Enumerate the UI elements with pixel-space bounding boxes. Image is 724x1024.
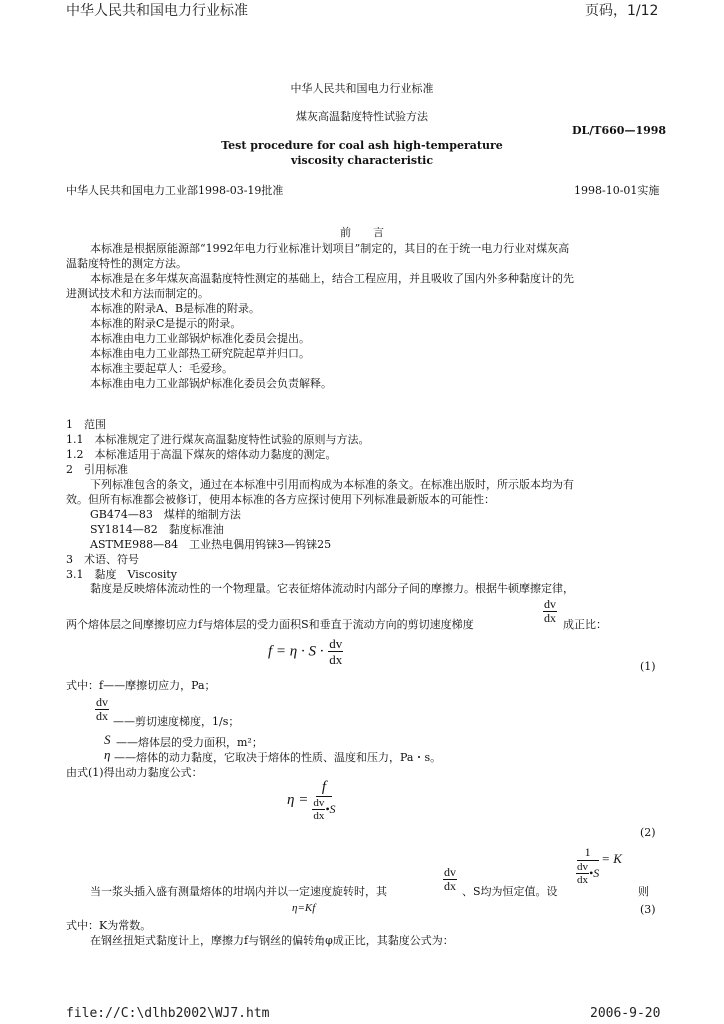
foreword-p7: 本标准主要起草人：毛爱珍。 (90, 362, 233, 375)
foreword-p8: 本标准由电力工业部锅炉标准化委员会负责解释。 (90, 377, 332, 390)
section-3-1-para2-end: 成正比： (563, 618, 607, 631)
doc-org: 中华人民共和国电力行业标准 (290, 82, 434, 95)
foreword-p2a: 本标准是在多年煤灰高温黏度特性测定的基础上，结合工程应用，并且吸收了国内外多种黏度计的先 (90, 272, 574, 285)
from-eq: 由式(1)得出动力黏度公式： (66, 766, 203, 779)
foreword-p5: 本标准由电力工业部锅炉标准化委员会提出。 (90, 332, 310, 345)
k-den-den: dx (577, 874, 588, 886)
foreword-heading: 前 言 (340, 226, 384, 239)
section-2-para-b: 效。但所有标准都会被修订，使用本标准的各方应探讨使用下列标准最新版本的可能性： (66, 493, 495, 506)
k-num: 1 (577, 845, 599, 861)
k-den-num: dv (577, 861, 588, 873)
foreword-p1a: 本标准是根据原能源部“1992年电力行业标准计划项目”制定的，其目的在于统一电力行业对煤灰高 (90, 242, 570, 255)
eq2-lhs: η = (287, 792, 309, 808)
section-1-heading: 1 范围 (66, 418, 106, 431)
where-k: 式中：K为常数。 (66, 919, 152, 932)
when-frac-den: dx (444, 879, 456, 893)
when-para-b: 、S均为恒定值。设 (462, 885, 558, 898)
eq1-num: dv (329, 636, 343, 651)
k-dot-s: •S (589, 866, 600, 880)
section-3-heading: 3 术语、符号 (66, 553, 139, 566)
doc-title-cn: 煤灰高温黏度特性试验方法 (296, 110, 428, 123)
section-1-2: 1.2 本标准适用于高温下煤灰的熔体动力黏度的测定。 (66, 448, 337, 461)
where-frac-num: dv (96, 695, 108, 709)
section-2-para-a: 下列标准包含的条文，通过在本标准中引用而构成为本标准的条文。在标准出版时，所示版本均为有 (90, 478, 574, 491)
eq1-den: dx (329, 652, 343, 667)
where-eta: ——熔体的动力黏度，它取决于熔体的性质、温度和压力，Pa・s。 (114, 751, 442, 764)
print-header-title: 中华人民共和国电力行业标准 (66, 3, 248, 19)
eq1-number: (1) (640, 660, 656, 673)
page-indicator: 页码，1/12 (585, 3, 659, 19)
equation-1 (268, 636, 343, 667)
eq2-den-den: dx (313, 810, 325, 822)
equation-3: η=Kf (292, 902, 316, 914)
ref-sy1814: SY1814—82 黏度标准油 (90, 523, 224, 536)
where-dvdx-frac (95, 696, 109, 723)
section-3-1-para: 黏度是反映熔体流动性的一个物理量。它表征熔体流动时内部分子间的摩擦力。根据牛顿摩擦定律， (90, 582, 574, 595)
k-definition (576, 845, 622, 886)
eq2-number: (2) (640, 826, 656, 839)
when-frac (443, 866, 457, 893)
doc-approved: 中华人民共和国电力工业部1998-03-19批准 (66, 184, 284, 197)
eq3-number: (3) (640, 903, 656, 916)
where-f: 式中：f——摩擦切应力，Pa； (66, 679, 216, 692)
foreword-p1b: 温黏度特性的测定方法。 (66, 257, 187, 270)
where-s: ——熔体层的受力面积，m²； (116, 736, 263, 749)
foreword-p3: 本标准的附录A、B是标准的附录。 (90, 302, 261, 315)
ref-gb474: GB474—83 煤样的缩制方法 (90, 508, 241, 521)
section-3-1-para2: 两个熔体层之间摩擦切应力f与熔体层的受力面积S和垂直于流动方向的剪切速度梯度 (66, 618, 474, 631)
last-para: 在钢丝扭矩式黏度计上，摩擦力f与钢丝的偏转角φ成正比，其黏度公式为： (90, 934, 454, 947)
where-dvdx: ——剪切速度梯度，1/s； (113, 715, 240, 728)
inline-frac-dvdx (543, 598, 557, 625)
eq2-dot-s: •S (325, 802, 336, 816)
doc-code: DL/T660—1998 (572, 124, 667, 137)
when-frac-num: dv (444, 865, 456, 879)
foreword-p2b: 进测试技术和方法而制定的。 (66, 287, 209, 300)
print-footer-date: 2006-9-20 (590, 1006, 661, 1021)
section-3-1-heading: 3.1 黏度 Viscosity (66, 568, 177, 581)
doc-title-en-1: Test procedure for coal ash high-temperature (221, 139, 503, 152)
eq1-lhs: f = η · S · (268, 643, 324, 660)
k-rhs: = K (601, 850, 622, 866)
where-frac-den: dx (96, 709, 108, 723)
print-footer-path: file://C:\dlhb2002\WJ7.htm (66, 1006, 270, 1021)
foreword-p6: 本标准由电力工业部热工研究院起草并归口。 (90, 347, 310, 360)
section-1-1: 1.1 本标准规定了进行煤灰高温黏度特性试验的原则与方法。 (66, 433, 370, 446)
doc-effective: 1998-10-01实施 (574, 184, 660, 197)
frac-den: dx (544, 611, 556, 625)
foreword-p4: 本标准的附录C是提示的附录。 (90, 317, 242, 330)
ref-astme988: ASTME988—84 工业热电偶用钨铼3—钨铼25 (90, 538, 332, 551)
where-s-symbol: S (104, 732, 111, 747)
when-para-a: 当一浆头插入盛有测量熔体的坩埚内并以一定速度旋转时，其 (90, 885, 387, 898)
when-para-c: 则 (638, 885, 649, 898)
where-eta-symbol: η (104, 747, 111, 762)
doc-title-en-2: viscosity characteristic (290, 154, 434, 167)
eq2-num: f (316, 779, 332, 797)
section-2-heading: 2 引用标准 (66, 463, 128, 476)
eq2-den-num: dv (313, 797, 325, 809)
frac-num: dv (544, 597, 556, 611)
equation-2 (287, 779, 336, 822)
